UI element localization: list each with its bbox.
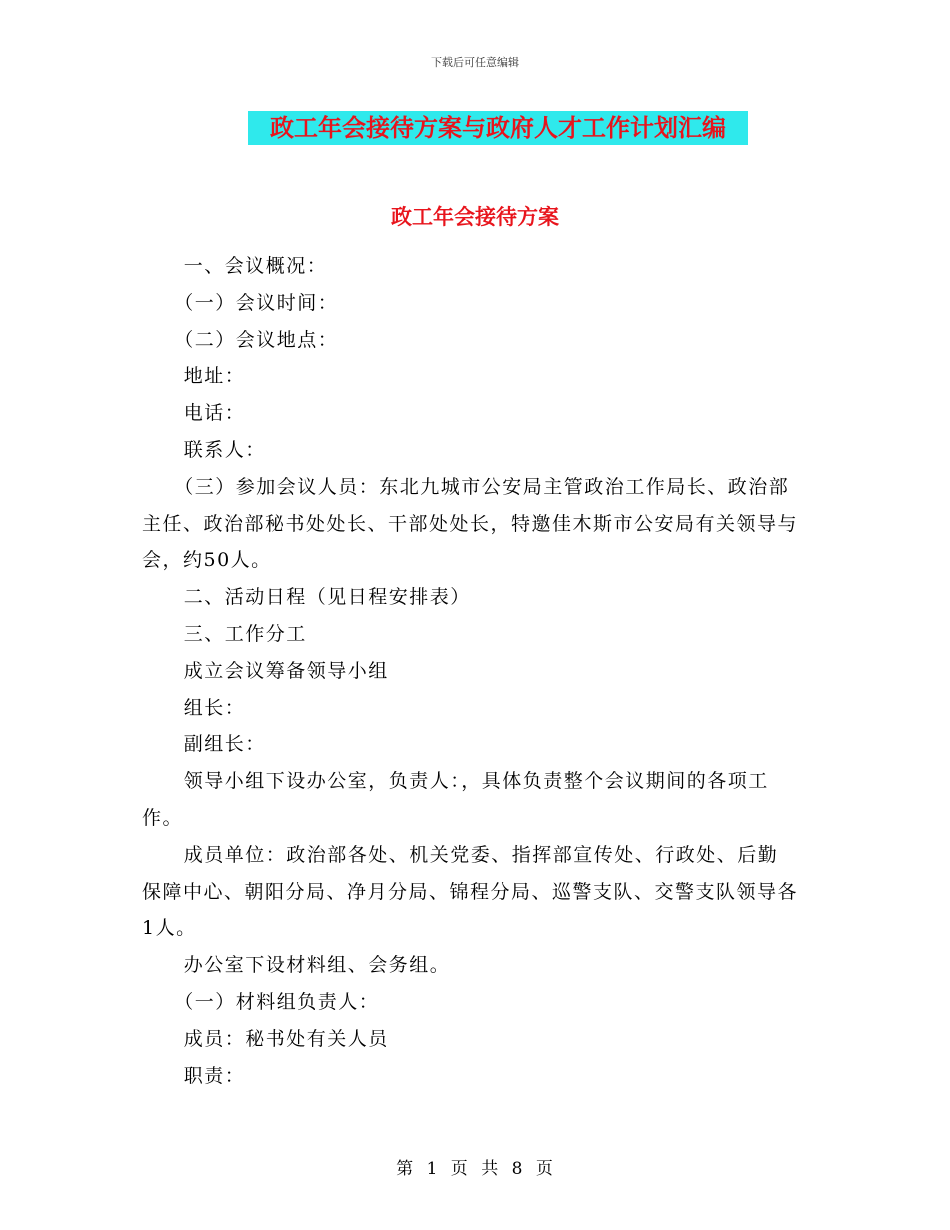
item-office: 领导小组下设办公室，负责人：，具体负责整个会议期间的各项工作。 [142,770,769,829]
item-leading-group: 成立会议筹备领导小组 [183,659,389,682]
header-note: 下载后可任意编辑 [431,56,519,69]
section-title: 政工年会接待方案 [391,205,559,229]
item-phone: 电话： [183,402,246,425]
item-group-leader: 组长： [183,696,246,719]
heading-schedule: 二、活动日程（见日程安排表） [183,586,471,609]
item-duties: 职责： [183,1064,246,1087]
item-member-units: 成员单位：政治部各处、机关党委、指挥部宣传处、行政处、后勤保障中心、朝阳分局、净月分局、锦程分局、巡警支队、交警支队领导各1人。 [142,843,799,940]
item-meeting-location: （二）会议地点： [174,328,339,351]
item-deputy-leader: 副组长： [183,733,266,756]
item-materials-group: （一）材料组负责人： [174,990,380,1013]
item-address: 地址： [183,365,246,388]
heading-meeting-overview: 一、会议概况： [183,255,328,277]
main-title: 政工年会接待方案与政府人才工作计划汇编 [248,111,748,145]
document-body [142,248,798,1094]
page-footer: 第 1 页 共 8 页 [396,1159,554,1179]
item-contact: 联系人： [183,438,266,461]
item-meeting-time: （一）会议时间： [174,291,339,314]
item-office-groups: 办公室下设材料组、会务组。 [183,954,451,977]
item-attendees: （三）参加会议人员：东北九城市公安局主管政治工作局长、政治部主任、政治部秘书处处长、干部处处长，特邀佳木斯市公安局有关领导与会，约50人。 [142,475,799,572]
heading-division-of-work: 三、工作分工 [183,622,307,645]
item-members: 成员：秘书处有关人员 [183,1027,389,1050]
